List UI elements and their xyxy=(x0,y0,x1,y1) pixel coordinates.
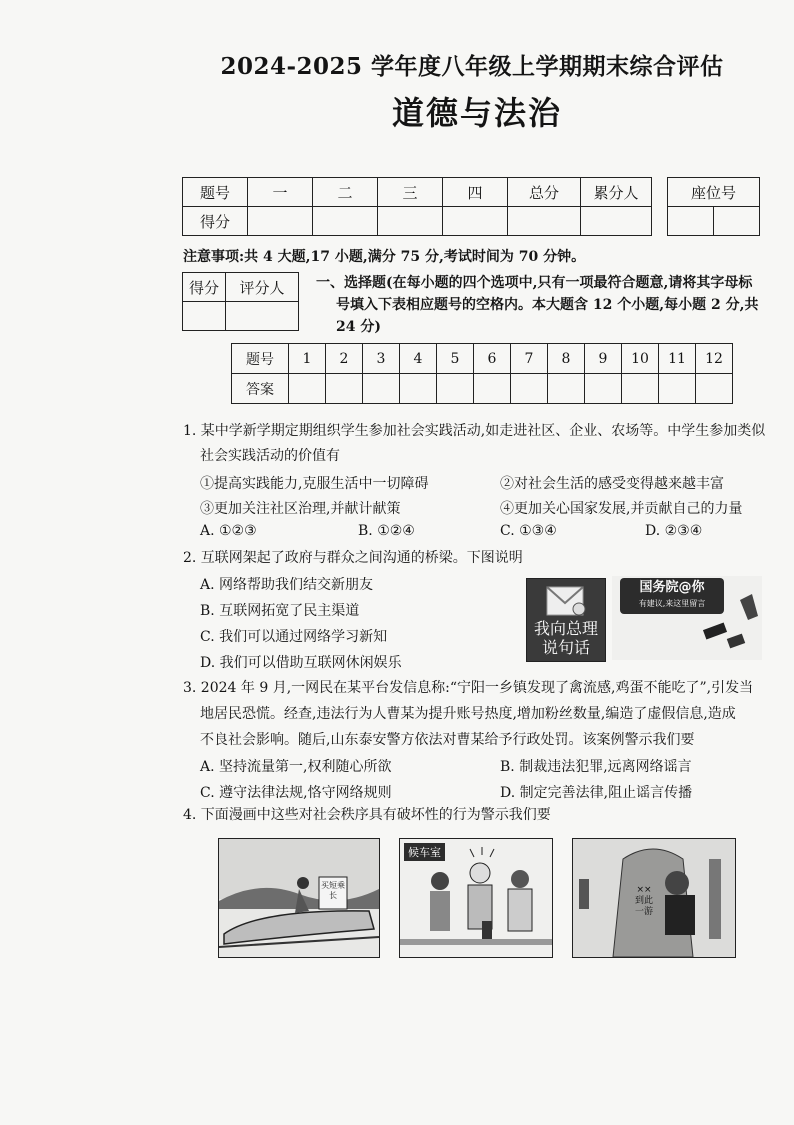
envelope-icon xyxy=(527,579,605,621)
q4-cartoon-3 xyxy=(572,838,736,958)
score-cell xyxy=(581,207,652,236)
answer-number-cell: 10 xyxy=(622,344,659,374)
answer-number-cell: 9 xyxy=(585,344,622,374)
q2-img1-text: 说句话 xyxy=(541,638,590,657)
score-cell xyxy=(248,207,313,236)
q1-statement-2: ②对社会生活的感受变得越来越丰富 xyxy=(500,476,724,492)
q2-image-state-council xyxy=(612,576,762,660)
q1-option-a: A. ①②③ xyxy=(200,523,257,539)
q1-option-d: D. ②③④ xyxy=(645,523,703,539)
grader-table xyxy=(182,272,299,331)
score-cell xyxy=(443,207,508,236)
answer-cell[interactable] xyxy=(437,374,474,404)
q4-cartoon-1 xyxy=(218,838,380,958)
q2-img1-text: 我向总理 xyxy=(533,619,598,638)
score-header-cell: 总分 xyxy=(508,178,581,207)
q2-option-a: A. 网络帮助我们结交新朋友 xyxy=(200,577,374,593)
train-cartoon-icon xyxy=(219,839,379,957)
graffiti-text: 到此 xyxy=(634,896,653,906)
cartoon3-graffiti xyxy=(625,885,663,918)
score-cell xyxy=(313,207,378,236)
exam-title: 2024-2025 学年度八年级上学期期末综合评估 xyxy=(220,53,724,80)
answer-number-cell: 7 xyxy=(511,344,548,374)
q2-option-c: C. 我们可以通过网络学习新知 xyxy=(200,629,388,645)
q2-option-b: B. 互联网拓宽了民主渠道 xyxy=(200,603,360,619)
q2-img2-sub: 有建议,来这里留言 xyxy=(638,599,706,608)
seat-label: 座位号 xyxy=(668,178,760,207)
answer-row-label: 题号 xyxy=(232,344,289,374)
score-header-cell: 累分人 xyxy=(581,178,652,207)
hand-phone-icon xyxy=(612,576,762,660)
section1-instructions xyxy=(316,272,794,338)
question-3-stem: 不良社会影响。随后,山东泰安警方依法对曹某给予行政处罚。该案例警示我们要 xyxy=(200,732,695,748)
grader-cell xyxy=(183,302,226,331)
question-4-stem: 4. 下面漫画中这些对社会秩序具有破坏性的行为警示我们要 xyxy=(183,807,551,823)
q1-option-b: B. ①②④ xyxy=(358,523,415,539)
q3-option-a: A. 坚持流量第一,权利随心所欲 xyxy=(200,759,392,775)
section1-line: 号填入下表相应题号的空格内。本大题含 12 个小题,每小题 2 分,共 xyxy=(336,297,759,313)
score-row-label: 得分 xyxy=(183,207,248,236)
section1-line: 24 分) xyxy=(336,319,381,335)
answer-number-cell: 6 xyxy=(474,344,511,374)
seat-table xyxy=(667,177,760,236)
graffiti-text: ×× xyxy=(636,885,652,895)
answer-cell[interactable] xyxy=(400,374,437,404)
q3-option-d: D. 制定完善法律,阻止谣言传播 xyxy=(500,785,693,801)
q1-option-c: C. ①③④ xyxy=(500,523,557,539)
q3-option-c: C. 遵守法律法规,恪守网络规则 xyxy=(200,785,392,801)
answer-number-cell: 5 xyxy=(437,344,474,374)
grader-cell xyxy=(226,302,299,331)
answer-number-cell: 3 xyxy=(363,344,400,374)
answer-number-cell: 12 xyxy=(696,344,733,374)
seat-cell xyxy=(714,207,760,236)
q1-statement-1: ①提高实践能力,克服生活中一切障碍 xyxy=(200,476,429,492)
score-header-cell: 题号 xyxy=(183,178,248,207)
score-header-cell: 一 xyxy=(248,178,313,207)
answer-cell[interactable] xyxy=(326,374,363,404)
question-1-stem: 1. 某中学新学期定期组织学生参加社会实践活动,如走进社区、企业、农场等。中学生参加类似 xyxy=(183,423,766,439)
answer-cell[interactable] xyxy=(363,374,400,404)
q2-image-premier xyxy=(526,578,606,662)
answer-cell[interactable] xyxy=(289,374,326,404)
answer-number-cell: 11 xyxy=(659,344,696,374)
answer-number-cell: 8 xyxy=(548,344,585,374)
q3-option-b: B. 制裁违法犯罪,远离网络谣言 xyxy=(500,759,692,775)
score-cell xyxy=(378,207,443,236)
score-header-cell: 四 xyxy=(443,178,508,207)
cartoon2-label: 候车室 xyxy=(404,843,445,861)
section1-line: 一、选择题(在每小题的四个选项中,只有一项最符合题意,请将其字母标 xyxy=(316,275,753,291)
answer-table xyxy=(231,343,733,404)
cartoon1-sign: 买短乘长 xyxy=(321,881,345,900)
question-3-stem: 3. 2024 年 9 月,一网民在某平台发信息称:“宁阳一乡镇发现了禽流感,鸡蛋不能吃了”,引发当 xyxy=(183,680,754,696)
answer-cell[interactable] xyxy=(548,374,585,404)
subject-title: 道德与法治 xyxy=(391,94,562,132)
score-header-cell: 三 xyxy=(378,178,443,207)
answer-cell[interactable] xyxy=(511,374,548,404)
answer-cell[interactable] xyxy=(696,374,733,404)
q4-cartoon-2 xyxy=(399,838,553,958)
question-3-stem: 地居民恐慌。经查,违法行为人曹某为提升账号热度,增加粉丝数量,编造了虚假信息,造成 xyxy=(200,706,736,722)
seat-cell xyxy=(668,207,714,236)
exam-notice: 注意事项:共 4 大题,17 小题,满分 75 分,考试时间为 70 分钟。 xyxy=(183,249,586,265)
question-2-stem: 2. 互联网架起了政府与群众之间沟通的桥梁。下图说明 xyxy=(183,550,523,566)
q1-statement-4: ④更加关心国家发展,并贡献自己的力量 xyxy=(500,501,743,517)
q2-option-d: D. 我们可以借助互联网休闲娱乐 xyxy=(200,655,402,671)
graffiti-text: 一游 xyxy=(634,907,653,917)
grader-score-label: 得分 xyxy=(183,273,226,302)
answer-cell[interactable] xyxy=(474,374,511,404)
q2-img2-title: 国务院@你 xyxy=(639,580,705,595)
answer-cell[interactable] xyxy=(659,374,696,404)
answer-number-cell: 1 xyxy=(289,344,326,374)
score-table xyxy=(182,177,652,236)
answer-cell[interactable] xyxy=(585,374,622,404)
score-cell xyxy=(508,207,581,236)
answer-row-label: 答案 xyxy=(232,374,289,404)
answer-number-cell: 2 xyxy=(326,344,363,374)
q1-statement-3: ③更加关注社区治理,并献计献策 xyxy=(200,501,401,517)
question-1-stem: 社会实践活动的价值有 xyxy=(200,448,340,464)
score-header-cell: 二 xyxy=(313,178,378,207)
grader-label: 评分人 xyxy=(226,273,299,302)
answer-number-cell: 4 xyxy=(400,344,437,374)
answer-cell[interactable] xyxy=(622,374,659,404)
